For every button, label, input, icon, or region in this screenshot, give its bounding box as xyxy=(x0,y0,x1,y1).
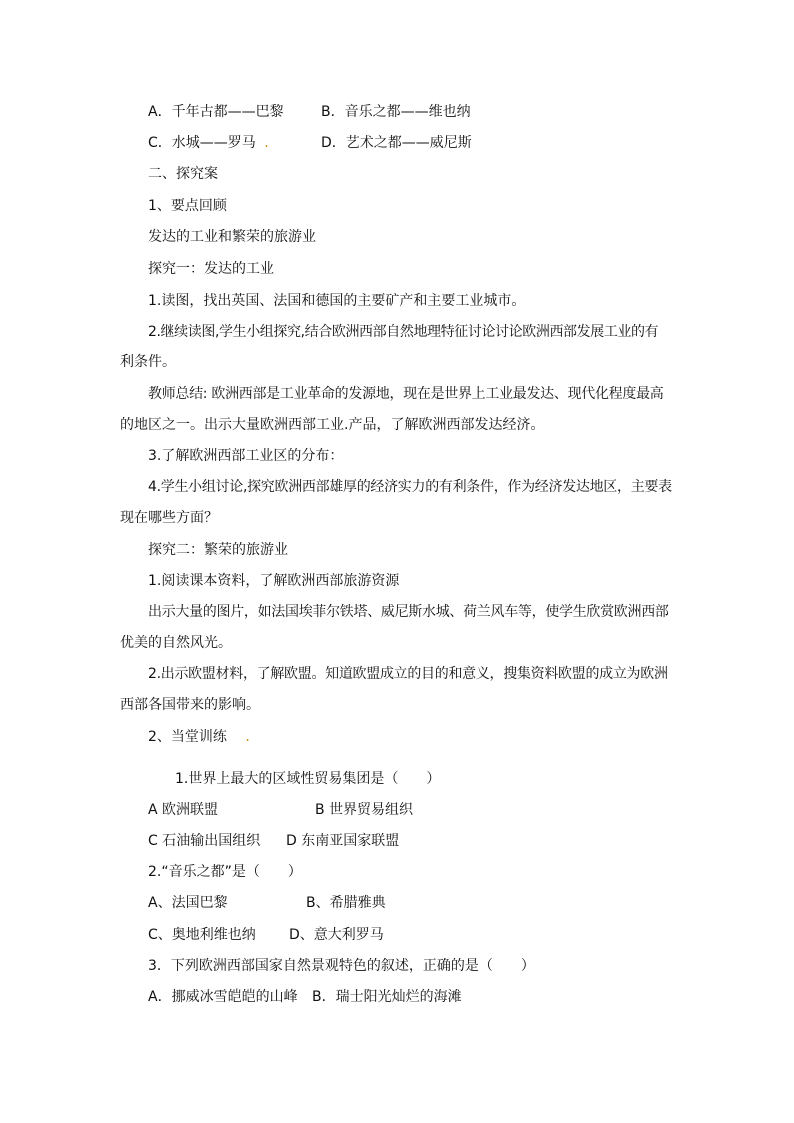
option-b: B 世界贸易组织 xyxy=(315,802,414,818)
topic-heading: 发达的工业和繁荣的旅游业 xyxy=(148,229,316,245)
explore1-item: 2.继续读图,学生小组探究,结合欧洲西部自然地理特征讨论讨论欧洲西部发展工业的有 xyxy=(148,324,659,340)
option-c: C、奥地利维也纳 xyxy=(148,927,256,943)
section-title: 二、探究案 xyxy=(148,166,218,182)
teacher-summary: 的地区之一。出示大量欧洲西部工业.产品，了解欧洲西部发达经济。 xyxy=(120,417,545,433)
option-c xyxy=(148,134,269,152)
explore1-item: 1.读图，找出英国、法国和德国的主要矿产和主要工业城市。 xyxy=(148,293,526,309)
explore2-item: 西部各国带来的影响。 xyxy=(120,697,260,713)
option-a: A．千年古都——巴黎 xyxy=(148,104,284,120)
option-a: A 欧洲联盟 xyxy=(148,802,219,818)
option-b: B、希腊雅典 xyxy=(306,895,386,911)
option-a: A．挪威冰雪皑皑的山峰 xyxy=(148,989,298,1005)
option-d: D．艺术之都——威尼斯 xyxy=(321,135,472,151)
option-b: B．瑞士阳光灿烂的海滩 xyxy=(312,989,462,1005)
review-title: 1、要点回顾 xyxy=(148,198,227,214)
stray-mark: . xyxy=(264,135,269,151)
option-b: B．音乐之都——维也纳 xyxy=(321,104,471,120)
option-d: D、意大利罗马 xyxy=(289,927,384,943)
training-title xyxy=(148,728,250,746)
option-c-text: C．水城——罗马 xyxy=(148,135,256,151)
question-stem: 3．下列欧洲西部国家自然景观特色的叙述，正确的是（ ） xyxy=(148,958,535,974)
explore1-item: 4.学生小组讨论,探究欧洲西部雄厚的经济实力的有利条件，作为经济发达地区，主要表 xyxy=(148,479,672,495)
explore1-title: 探究一：发达的工业 xyxy=(148,261,274,277)
option-c: C 石油输出国组织 xyxy=(148,833,261,849)
explore1-item: 3.了解欧洲西部工业区的分布： xyxy=(148,448,344,464)
teacher-summary: 教师总结: 欧洲西部是工业革命的发源地，现在是世界上工业最发达、现代化程度最高 xyxy=(148,386,664,402)
explore2-item: 出示大量的图片，如法国埃菲尔铁塔、威尼斯水城、荷兰风车等，使学生欣赏欧洲西部 xyxy=(148,604,669,620)
explore2-item: 1.阅读课本资料，了解欧洲西部旅游资源 xyxy=(148,573,400,589)
explore1-item: 利条件。 xyxy=(120,354,176,370)
question-stem: 2.“音乐之都”是（ ） xyxy=(148,864,302,880)
explore2-item: 优美的自然风光。 xyxy=(120,635,232,651)
explore2-title: 探究二：繁荣的旅游业 xyxy=(148,542,288,558)
stray-mark: . xyxy=(245,729,250,745)
option-d: D 东南亚国家联盟 xyxy=(286,833,400,849)
option-a: A、法国巴黎 xyxy=(148,895,228,911)
explore2-item: 2.出示欧盟材料，了解欧盟。知道欧盟成立的目的和意义，搜集资料欧盟的成立为欧洲 xyxy=(148,666,668,682)
question-stem: 1.世界上最大的区域性贸易集团是（ ） xyxy=(175,771,441,787)
training-title-text: 2、当堂训练 xyxy=(148,729,227,745)
explore1-item: 现在哪些方面？ xyxy=(120,510,218,526)
